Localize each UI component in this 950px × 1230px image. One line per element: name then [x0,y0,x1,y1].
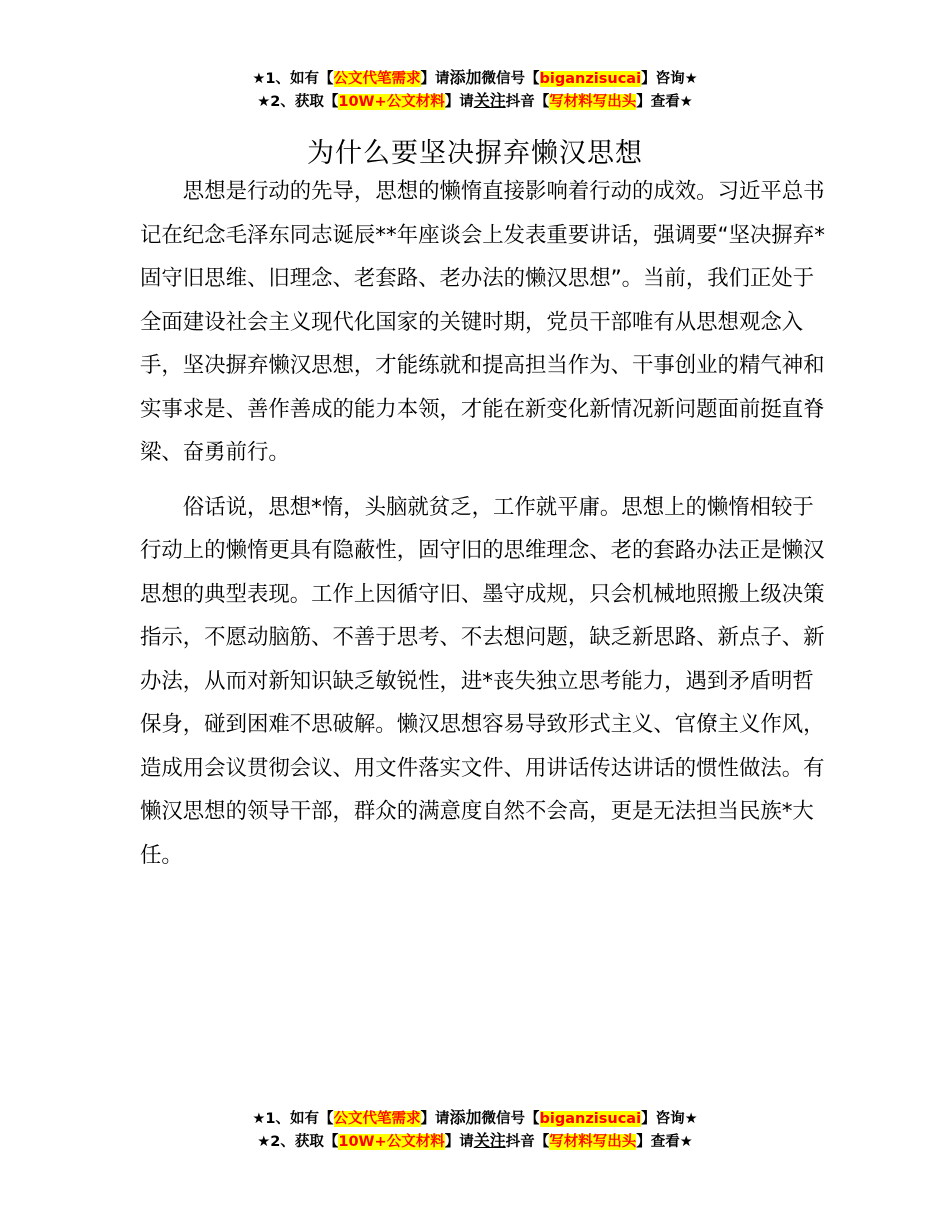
highlight-wechat-id: biganzisucai [539,1111,642,1127]
banner-text: 】查看★ [636,94,693,110]
banner-emphasis: 添加 [449,68,482,87]
banner-text: 微信号【 [481,1111,540,1127]
footer-banner [0,1107,950,1153]
banner-text: 微信号【 [481,71,540,87]
banner-emphasis: 关注 [473,1131,506,1150]
banner-text: ★1、如有【 [252,1111,334,1127]
highlight-wechat-id: biganzisucai [539,71,642,87]
document-body [140,170,830,877]
highlight-service: 公文代笔需求 [333,71,421,87]
banner-line-2 [0,90,950,113]
banner-emphasis: 关注 [473,91,506,110]
banner-text: 】请 [420,71,450,87]
banner-line-1 [0,1107,950,1130]
highlight-materials: 10W+公文材料 [338,1134,445,1150]
banner-text: 抖音【 [505,1134,550,1150]
banner-text: 】请 [420,1111,450,1127]
banner-line-1 [0,67,950,90]
highlight-service: 公文代笔需求 [333,1111,421,1127]
banner-text: 】请 [444,1134,474,1150]
banner-text: ★1、如有【 [252,71,334,87]
highlight-materials: 10W+公文材料 [338,94,445,110]
banner-text: 抖音【 [505,94,550,110]
banner-text: ★2、获取【 [257,94,339,110]
banner-text: 】查看★ [636,1134,693,1150]
banner-text: 】咨询★ [641,71,698,87]
highlight-douyin-account: 写材料写出头 [549,94,637,110]
banner-text: 】咨询★ [641,1111,698,1127]
paragraph: 俗话说，思想*惰，头脑就贫乏，工作就平庸。思想上的懒惰相较于行动上的懒惰更具有隐蔽性，固守旧的思维理念、老的套路办法正是懒汉思想的典型表现。工作上因循守旧、墨守成规，只会机械地照搬上级决策指示，不愿动脑筋、不善于思考、不去想问题，缺乏新思路、新点子、新办法，从而对新知识缺乏敏锐性，进*丧失独立思考能力，遇到矛盾明哲保身，碰到困难不思破解。懒汉思想容易导致形式主义、官僚主义作风，造成用会议贯彻会议、用文件落实文件、用讲话传达讲话的惯性做法。有懒汉思想的领导干部，群众的满意度自然不会高，更是无法担当民族*大任。 [140,494,825,868]
paragraph: 思想是行动的先导，思想的懒惰直接影响着行动的成效。习近平总书记在纪念毛泽东同志诞辰**年座谈会上发表重要讲话，强调要“坚决摒弃*固守旧思维、旧理念、老套路、老办法的懒汉思想”。当前，我们正处于全面建设社会主义现代化国家的关键时期，党员干部唯有从思想观念入手，坚决摒弃懒汉思想，才能练就和提高担当作为、干事创业的精气神和实事求是、善作善成的能力本领，才能在新变化新情况新问题面前挺直脊梁、奋勇前行。 [140,179,825,465]
document-title: 为什么要坚决摒弃懒汉思想 [307,138,643,170]
banner-text: ★2、获取【 [257,1134,339,1150]
highlight-douyin-account: 写材料写出头 [549,1134,637,1150]
banner-text: 】请 [444,94,474,110]
banner-emphasis: 添加 [449,1108,482,1127]
header-banner [0,67,950,113]
banner-line-2 [0,1130,950,1153]
